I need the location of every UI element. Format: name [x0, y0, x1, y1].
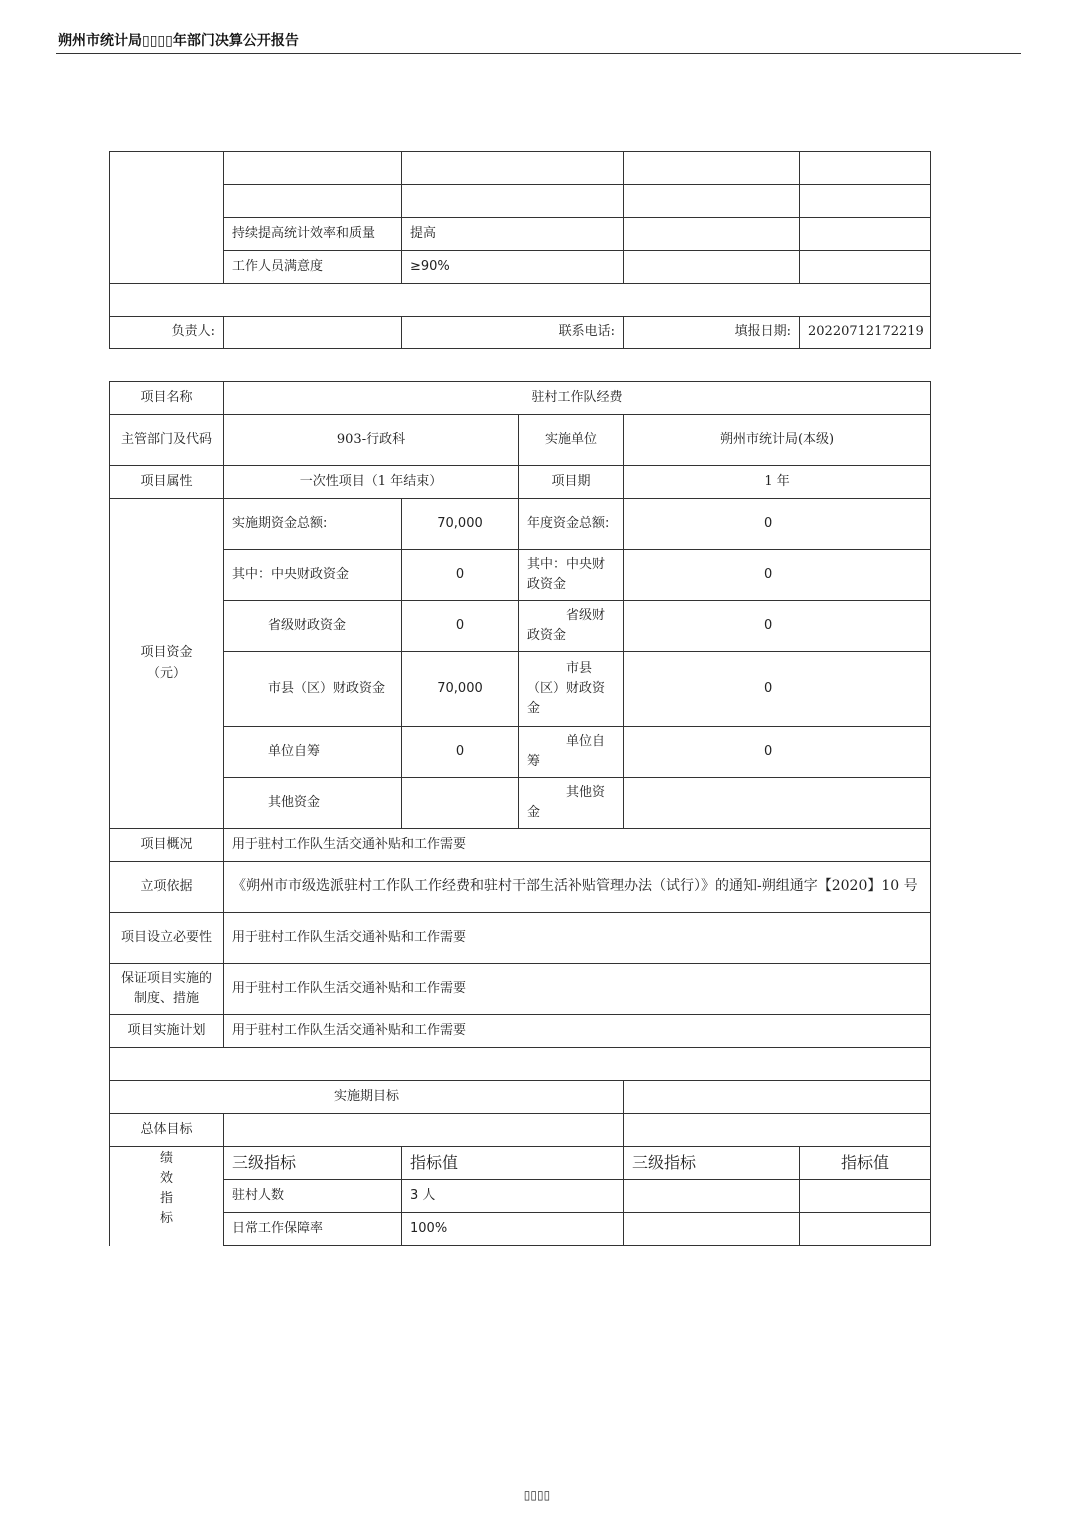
project-name-label: 项目名称 — [110, 382, 224, 415]
overview-value: 用于驻村工作队生活交通补贴和工作需要 — [224, 829, 931, 862]
overall-goal-value — [224, 1114, 624, 1147]
fund-label-annual: 其他资金 — [519, 778, 624, 829]
fund-value: 70,000 — [402, 499, 519, 550]
perf-indicator-name: 驻村人数 — [224, 1180, 402, 1213]
fund-value-annual: 0 — [624, 727, 931, 778]
measures-value: 用于驻村工作队生活交通补贴和工作需要 — [224, 964, 931, 1015]
fund-label: 其他资金 — [224, 778, 402, 829]
project-name-value: 驻村工作队经费 — [224, 382, 931, 415]
indicator-value: 提高 — [402, 218, 624, 251]
dept-label: 主管部门及代码 — [110, 415, 224, 466]
unit-value: 朔州市统计局(本级) — [624, 415, 931, 466]
basis-label: 立项依据 — [110, 862, 224, 913]
plan-value: 用于驻村工作队生活交通补贴和工作需要 — [224, 1015, 931, 1048]
fund-label-annual: 市县（区）财政资金 — [519, 652, 624, 727]
fund-label: 单位自筹 — [224, 727, 402, 778]
fund-label: 市县（区）财政资金 — [224, 652, 402, 727]
page-number: ▯▯▯▯ — [523, 1488, 551, 1502]
measures-label: 保证项目实施的制度、措施 — [110, 964, 224, 1015]
fund-label: 其中：中央财政资金 — [224, 550, 402, 601]
perf-indicator-value: 3 人 — [402, 1180, 624, 1213]
fund-value: 0 — [402, 601, 519, 652]
fund-value-annual — [624, 778, 931, 829]
indicator-value: ≥90% — [402, 251, 624, 284]
perf-header-indicator: 三级指标 — [624, 1147, 800, 1180]
fund-value-annual: 0 — [624, 652, 931, 727]
fund-value: 0 — [402, 550, 519, 601]
date-label: 填报日期: — [624, 317, 800, 349]
leader-label: 负责人: — [110, 317, 224, 349]
overview-label: 项目概况 — [110, 829, 224, 862]
fund-value — [402, 778, 519, 829]
indicator-name: 工作人员满意度 — [224, 251, 402, 284]
perf-indicator-name: 日常工作保障率 — [224, 1213, 402, 1246]
blank-row — [110, 1048, 931, 1081]
page-header-title: 朔州市统计局▯▯▯▯年部门决算公开报告 — [58, 33, 299, 49]
fund-value-annual: 0 — [624, 601, 931, 652]
fund-value-annual: 0 — [624, 550, 931, 601]
fund-value: 70,000 — [402, 652, 519, 727]
date-value: 20220712172219 — [800, 317, 931, 349]
header-divider — [56, 53, 1021, 54]
fund-label: 实施期资金总额: — [224, 499, 402, 550]
fund-value: 0 — [402, 727, 519, 778]
indicator-table-continued — [109, 151, 931, 349]
performance-label: 绩 效 指 标 — [110, 1147, 224, 1246]
fund-label-annual: 省级财政资金 — [519, 601, 624, 652]
cell-blank-label — [110, 152, 224, 284]
perf-header-value: 指标值 — [800, 1147, 931, 1180]
blank-row — [110, 284, 931, 317]
unit-label: 实施单位 — [519, 415, 624, 466]
phone-label: 联系电话: — [402, 317, 624, 349]
period-value: 1 年 — [624, 466, 931, 499]
indicator-name: 持续提高统计效率和质量 — [224, 218, 402, 251]
fund-label: 省级财政资金 — [224, 601, 402, 652]
fund-value-annual: 0 — [624, 499, 931, 550]
overall-goal-label: 总体目标 — [110, 1114, 224, 1147]
fund-label-annual: 其中：中央财政资金 — [519, 550, 624, 601]
funds-label: 项目资金 （元） — [110, 499, 224, 829]
fund-label-annual: 年度资金总额: — [519, 499, 624, 550]
attr-value: 一次性项目（1 年结束） — [224, 466, 519, 499]
perf-header-indicator: 三级指标 — [224, 1147, 402, 1180]
basis-value: 《朔州市市级选派驻村工作队工作经费和驻村干部生活补贴管理办法（试行）》的通知-朔组通字【2020】10 号 — [224, 862, 931, 913]
leader-value — [224, 317, 402, 349]
perf-header-value: 指标值 — [402, 1147, 624, 1180]
goal-period-label: 实施期目标 — [110, 1081, 624, 1114]
attr-label: 项目属性 — [110, 466, 224, 499]
necessity-value: 用于驻村工作队生活交通补贴和工作需要 — [224, 913, 931, 964]
necessity-label: 项目设立必要性 — [110, 913, 224, 964]
project-table — [109, 381, 931, 1246]
plan-label: 项目实施计划 — [110, 1015, 224, 1048]
dept-value: 903-行政科 — [224, 415, 519, 466]
fund-label-annual: 单位自筹 — [519, 727, 624, 778]
perf-indicator-value: 100% — [402, 1213, 624, 1246]
period-label: 项目期 — [519, 466, 624, 499]
